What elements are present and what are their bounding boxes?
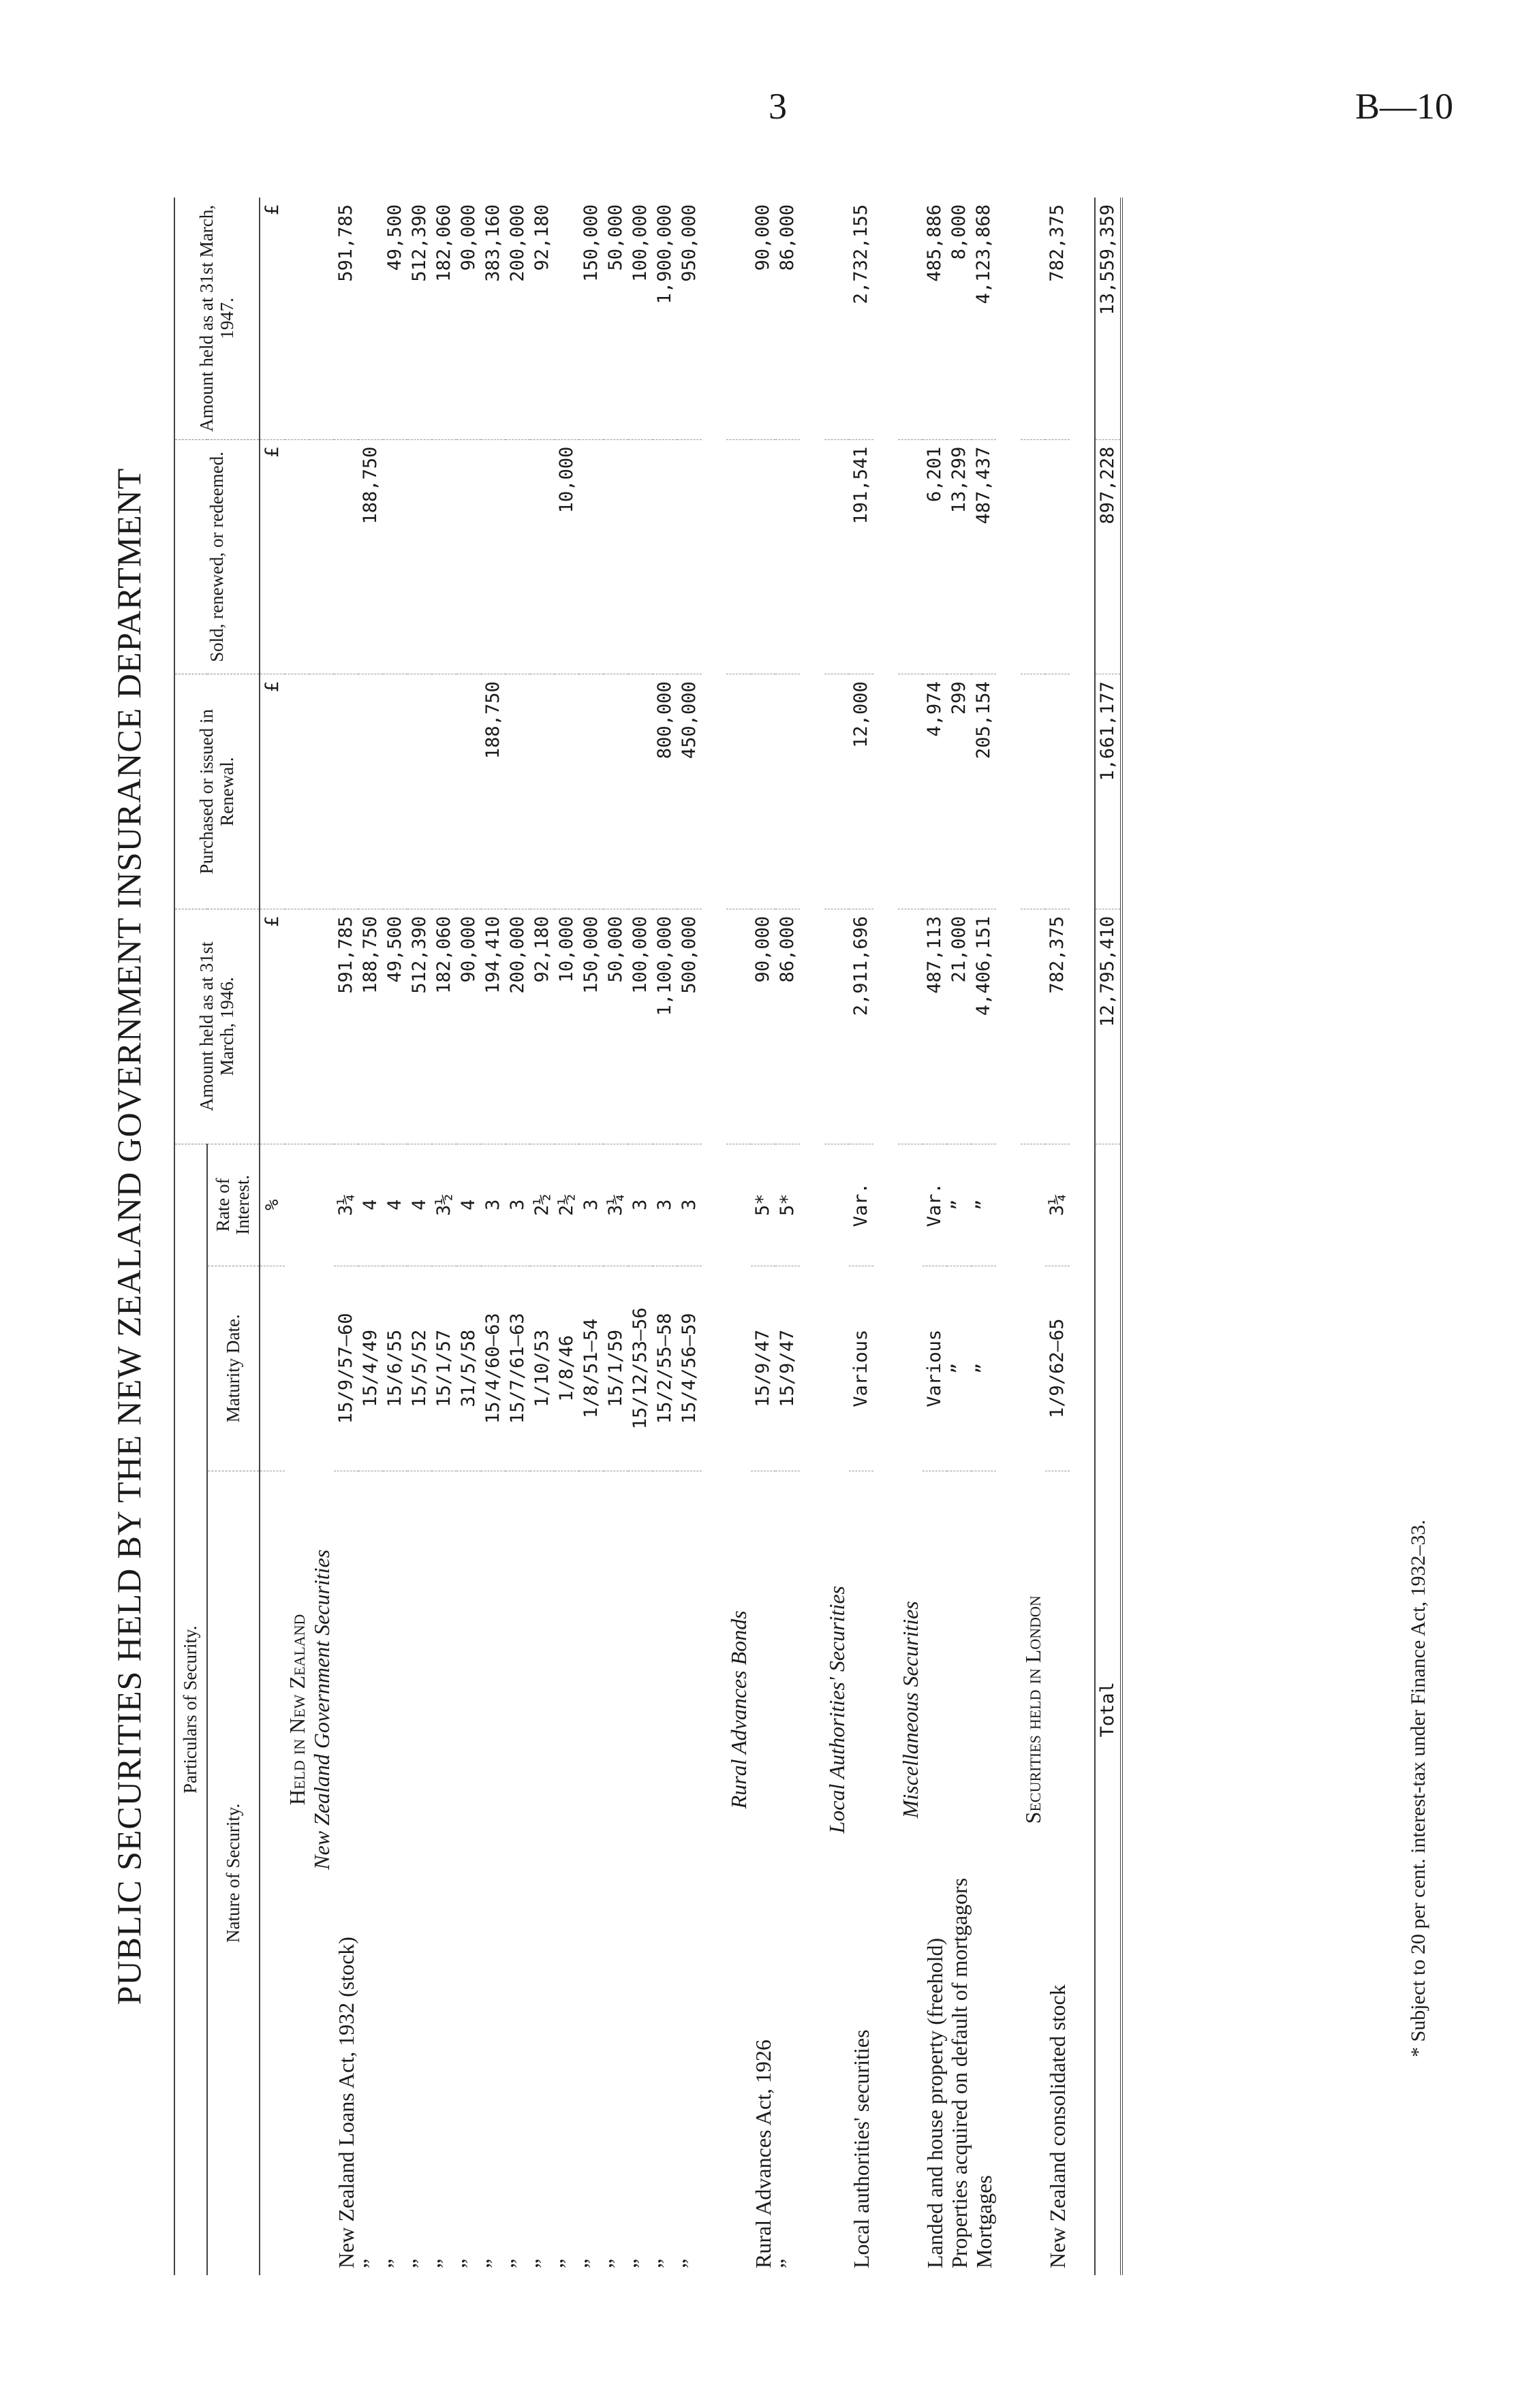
cell-sold <box>653 439 677 674</box>
header-particulars: Particulars of Security. <box>174 1144 207 2275</box>
cell-rate: 3 <box>677 1144 702 1266</box>
cell-h46: 150,000 <box>579 909 604 1144</box>
cell-maturity: 15/4/56–59 <box>677 1266 702 1471</box>
cell-h47: 182,060 <box>432 198 456 439</box>
table-row <box>751 198 775 2275</box>
cell-maturity: 15/4/49 <box>358 1266 383 1471</box>
total-pur: 1,661,177 <box>1095 674 1121 909</box>
cell-maturity: 1/9/62–65 <box>1045 1266 1070 1471</box>
cell-nature: ” <box>579 2258 604 2268</box>
cell-nature: Mortgages <box>972 2175 997 2268</box>
cell-maturity: 15/5/52 <box>407 1266 432 1471</box>
cell-h46: 86,000 <box>775 909 800 1144</box>
cell-rate: 4 <box>456 1144 481 1266</box>
cell-rate: 4 <box>383 1144 407 1266</box>
cell-sold <box>506 439 530 674</box>
cell-sold: 10,000 <box>555 439 579 674</box>
cell-pur: 4,974 <box>923 674 947 909</box>
cell-maturity: 1/10/53 <box>530 1266 555 1471</box>
header-sold: Sold, renewed, or redeemed. <box>174 439 260 674</box>
cell-h47: 49,500 <box>383 198 407 439</box>
cell-rate: 2½ <box>555 1144 579 1266</box>
cell-nature: Properties acquired on default of mortgagors <box>947 1877 972 2268</box>
cell-sold: 6,201 <box>923 439 947 674</box>
header-rate: Rate of Interest. <box>207 1144 260 1266</box>
section-held-in-nz <box>285 198 309 2275</box>
header-maturity: Maturity Date. <box>207 1266 260 1471</box>
cell-pur <box>506 674 530 909</box>
cell-nature: ” <box>506 2258 531 2268</box>
cell-rate: 3 <box>481 1144 506 1266</box>
cell-h46: 188,750 <box>358 909 383 1144</box>
cell-h46: 10,000 <box>555 909 579 1144</box>
cell-nature: ” <box>530 2258 555 2268</box>
cell-h46: 512,390 <box>407 909 432 1144</box>
table-row <box>481 198 506 2275</box>
table-body <box>260 198 1121 2275</box>
cell-nature: Rural Advances Act, 1926 <box>751 2039 776 2268</box>
cell-sold <box>579 439 604 674</box>
unit-percent: % <box>260 1144 285 1266</box>
cell-sold <box>456 439 481 674</box>
section-rural-advances-label: Rural Advances Bonds <box>726 1610 752 1809</box>
cell-sold <box>677 439 702 674</box>
cell-maturity: ” <box>972 1266 996 1471</box>
unit-pound-sold: £ <box>260 439 285 674</box>
header-held-1947: Amount held as at 31st March, 1947. <box>174 198 260 439</box>
cell-sold <box>432 439 456 674</box>
units-row <box>260 198 285 2275</box>
unit-pound-1947: £ <box>260 198 285 439</box>
cell-maturity: 1/8/51–54 <box>579 1266 604 1471</box>
cell-sold <box>530 439 555 674</box>
cell-rate: 5* <box>775 1144 800 1266</box>
cell-maturity: 15/4/60–63 <box>481 1266 506 1471</box>
spacer-row <box>702 198 726 2275</box>
cell-nature: ” <box>628 2258 653 2268</box>
table-row <box>677 198 702 2275</box>
cell-h47: 4,123,868 <box>972 198 996 439</box>
table-row <box>383 198 407 2275</box>
cell-h47: 1,900,000 <box>653 198 677 439</box>
cell-maturity: 15/7/61–63 <box>506 1266 530 1471</box>
cell-rate: ” <box>947 1144 972 1266</box>
cell-h46: 21,000 <box>947 909 972 1144</box>
cell-h47: 200,000 <box>506 198 530 439</box>
cell-h46: 591,785 <box>334 909 358 1144</box>
cell-sold <box>407 439 432 674</box>
spacer-row <box>873 198 898 2275</box>
cell-rate: ” <box>972 1144 996 1266</box>
cell-pur <box>555 674 579 909</box>
table-row <box>506 198 530 2275</box>
cell-h46: 182,060 <box>432 909 456 1144</box>
cell-rate: Var. <box>849 1144 873 1266</box>
section-local-authorities <box>824 198 849 2275</box>
cell-rate: Var. <box>923 1144 947 1266</box>
section-held-in-london-label: Securities held in London <box>1021 1595 1046 1824</box>
cell-sold <box>604 439 628 674</box>
cell-maturity: 15/9/47 <box>751 1266 775 1471</box>
cell-h46: 49,500 <box>383 909 407 1144</box>
cell-maturity: 15/9/57–60 <box>334 1266 358 1471</box>
section-rural-advances <box>726 198 751 2275</box>
cell-maturity: 15/12/53–56 <box>628 1266 653 1471</box>
table-row <box>628 198 653 2275</box>
cell-nature: ” <box>677 2258 702 2268</box>
table-row <box>653 198 677 2275</box>
section-held-in-nz-label: Held in New Zealand <box>285 1614 310 1805</box>
table-row <box>579 198 604 2275</box>
cell-maturity: ” <box>947 1266 972 1471</box>
spacer-row <box>800 198 824 2275</box>
cell-pur: 188,750 <box>481 674 506 909</box>
cell-h47: 90,000 <box>751 198 775 439</box>
cell-pur <box>579 674 604 909</box>
table-row <box>456 198 481 2275</box>
cell-pur <box>604 674 628 909</box>
spacer-row <box>1070 198 1095 2275</box>
cell-nature: ” <box>383 2258 408 2268</box>
cell-sold <box>751 439 775 674</box>
cell-rate: 3 <box>506 1144 530 1266</box>
cell-h46: 200,000 <box>506 909 530 1144</box>
table-row <box>849 198 873 2275</box>
cell-h47: 512,390 <box>407 198 432 439</box>
cell-nature: ” <box>604 2258 629 2268</box>
section-nz-government-label: New Zealand Government Securities <box>309 1549 335 1870</box>
cell-sold <box>775 439 800 674</box>
cell-maturity: Various <box>849 1266 873 1471</box>
cell-h46: 1,100,000 <box>653 909 677 1144</box>
cell-h47: 782,375 <box>1045 198 1070 439</box>
cell-pur: 12,000 <box>849 674 873 909</box>
cell-pur <box>456 674 481 909</box>
cell-sold: 191,541 <box>849 439 873 674</box>
cell-maturity: Various <box>923 1266 947 1471</box>
total-sold: 897,228 <box>1095 439 1121 674</box>
cell-h47: 150,000 <box>579 198 604 439</box>
cell-h47: 591,785 <box>334 198 358 439</box>
cell-nature: ” <box>358 2258 384 2268</box>
cell-sold <box>334 439 358 674</box>
cell-h46: 2,911,696 <box>849 909 873 1144</box>
cell-maturity: 1/8/46 <box>555 1266 579 1471</box>
cell-rate: 3¼ <box>604 1144 628 1266</box>
cell-h47: 485,886 <box>923 198 947 439</box>
securities-table <box>174 198 1123 2275</box>
cell-nature: Local authorities' securities <box>849 2029 874 2268</box>
header-purchased: Purchased or issued in Renewal. <box>174 674 260 909</box>
table-row <box>407 198 432 2275</box>
table-row <box>358 198 383 2275</box>
unit-pound-1946: £ <box>260 909 285 1144</box>
cell-h47: 100,000 <box>628 198 653 439</box>
cell-maturity: 15/9/47 <box>775 1266 800 1471</box>
cell-maturity: 15/6/55 <box>383 1266 407 1471</box>
table-row <box>555 198 579 2275</box>
section-local-authorities-label: Local Authorities' Securities <box>824 1585 850 1834</box>
cell-pur <box>751 674 775 909</box>
header-held-1946: Amount held as at 31st March, 1946. <box>174 909 260 1144</box>
cell-pur <box>530 674 555 909</box>
cell-h46: 4,406,151 <box>972 909 996 1144</box>
cell-nature: ” <box>432 2258 457 2268</box>
cell-pur <box>1045 674 1070 909</box>
rotated-page-content <box>109 198 1458 2275</box>
cell-pur <box>407 674 432 909</box>
cell-h47: 8,000 <box>947 198 972 439</box>
table-row <box>947 198 972 2275</box>
cell-rate: 3 <box>579 1144 604 1266</box>
total-row <box>1095 198 1121 2275</box>
cell-pur: 800,000 <box>653 674 677 909</box>
cell-pur <box>432 674 456 909</box>
table-row <box>1045 198 1070 2275</box>
cell-rate: 4 <box>358 1144 383 1266</box>
cell-sold <box>1045 439 1070 674</box>
table-row <box>775 198 800 2275</box>
cell-rate: 3¼ <box>1045 1144 1070 1266</box>
cell-rate: 2½ <box>530 1144 555 1266</box>
cell-nature: ” <box>775 2258 801 2268</box>
cell-maturity: 15/1/59 <box>604 1266 628 1471</box>
table-row <box>432 198 456 2275</box>
cell-h47: 383,160 <box>481 198 506 439</box>
cell-h47: 86,000 <box>775 198 800 439</box>
cell-h46: 194,410 <box>481 909 506 1144</box>
page-title: PUBLIC SECURITIES HELD BY THE NEW ZEALAND GOVERNMENT INSURANCE DEPARTMENT <box>110 467 148 2005</box>
cell-nature: ” <box>407 2258 433 2268</box>
cell-h46: 50,000 <box>604 909 628 1144</box>
cell-pur: 205,154 <box>972 674 996 909</box>
footnote: * Subject to 20 per cent. interest-tax under Finance Act, 1932–33. <box>1407 1520 1429 2057</box>
cell-pur <box>383 674 407 909</box>
cell-nature: New Zealand Loans Act, 1932 (stock) <box>334 1937 359 2268</box>
cell-nature: ” <box>555 2258 580 2268</box>
cell-nature: New Zealand consolidated stock <box>1045 1984 1070 2268</box>
cell-rate: 3 <box>628 1144 653 1266</box>
cell-maturity: 15/1/57 <box>432 1266 456 1471</box>
header-nature: Nature of Security. <box>207 1471 260 2275</box>
page-number: 3 <box>769 86 787 127</box>
cell-h47 <box>358 198 383 439</box>
table-row <box>923 198 947 2275</box>
cell-sold: 13,299 <box>947 439 972 674</box>
cell-sold <box>481 439 506 674</box>
cell-nature: ” <box>456 2258 482 2268</box>
cell-sold: 487,437 <box>972 439 996 674</box>
section-miscellaneous-label: Miscellaneous Securities <box>898 1601 923 1819</box>
cell-rate: 3¼ <box>334 1144 358 1266</box>
cell-rate: 5* <box>751 1144 775 1266</box>
cell-h46: 782,375 <box>1045 909 1070 1144</box>
cell-rate: 4 <box>407 1144 432 1266</box>
cell-h47: 50,000 <box>604 198 628 439</box>
cell-h47: 950,000 <box>677 198 702 439</box>
cell-pur: 299 <box>947 674 972 909</box>
cell-h46: 90,000 <box>751 909 775 1144</box>
cell-h46: 92,180 <box>530 909 555 1144</box>
cell-rate: 3½ <box>432 1144 456 1266</box>
header-row-group <box>174 198 207 2275</box>
cell-sold <box>383 439 407 674</box>
cell-pur: 450,000 <box>677 674 702 909</box>
cell-nature: ” <box>653 2258 678 2268</box>
cell-pur <box>334 674 358 909</box>
cell-sold <box>628 439 653 674</box>
total-h46: 12,795,410 <box>1095 909 1121 1144</box>
total-label: Total <box>1095 1144 1121 2275</box>
section-nz-government <box>309 198 334 2275</box>
table-row <box>530 198 555 2275</box>
cell-h46: 100,000 <box>628 909 653 1144</box>
cell-h46: 487,113 <box>923 909 947 1144</box>
cell-maturity: 31/5/58 <box>456 1266 481 1471</box>
total-h47: 13,559,359 <box>1095 198 1121 439</box>
cell-pur <box>628 674 653 909</box>
cell-sold: 188,750 <box>358 439 383 674</box>
cell-nature: ” <box>481 2258 506 2268</box>
unit-pound-purchased: £ <box>260 674 285 909</box>
section-held-in-london <box>1021 198 1045 2275</box>
cell-rate: 3 <box>653 1144 677 1266</box>
spacer-row <box>996 198 1021 2275</box>
cell-pur <box>775 674 800 909</box>
cell-h47: 2,732,155 <box>849 198 873 439</box>
cell-h47: 92,180 <box>530 198 555 439</box>
cell-h46: 90,000 <box>456 909 481 1144</box>
table-row <box>972 198 996 2275</box>
cell-h47 <box>555 198 579 439</box>
section-miscellaneous <box>898 198 923 2275</box>
cell-h47: 90,000 <box>456 198 481 439</box>
cell-h46: 500,000 <box>677 909 702 1144</box>
table-row <box>334 198 358 2275</box>
cell-maturity: 15/2/55–58 <box>653 1266 677 1471</box>
cell-pur <box>358 674 383 909</box>
page-code: B—10 <box>1354 86 1453 127</box>
cell-nature: Landed and house property (freehold) <box>923 1937 948 2268</box>
table-row <box>604 198 628 2275</box>
